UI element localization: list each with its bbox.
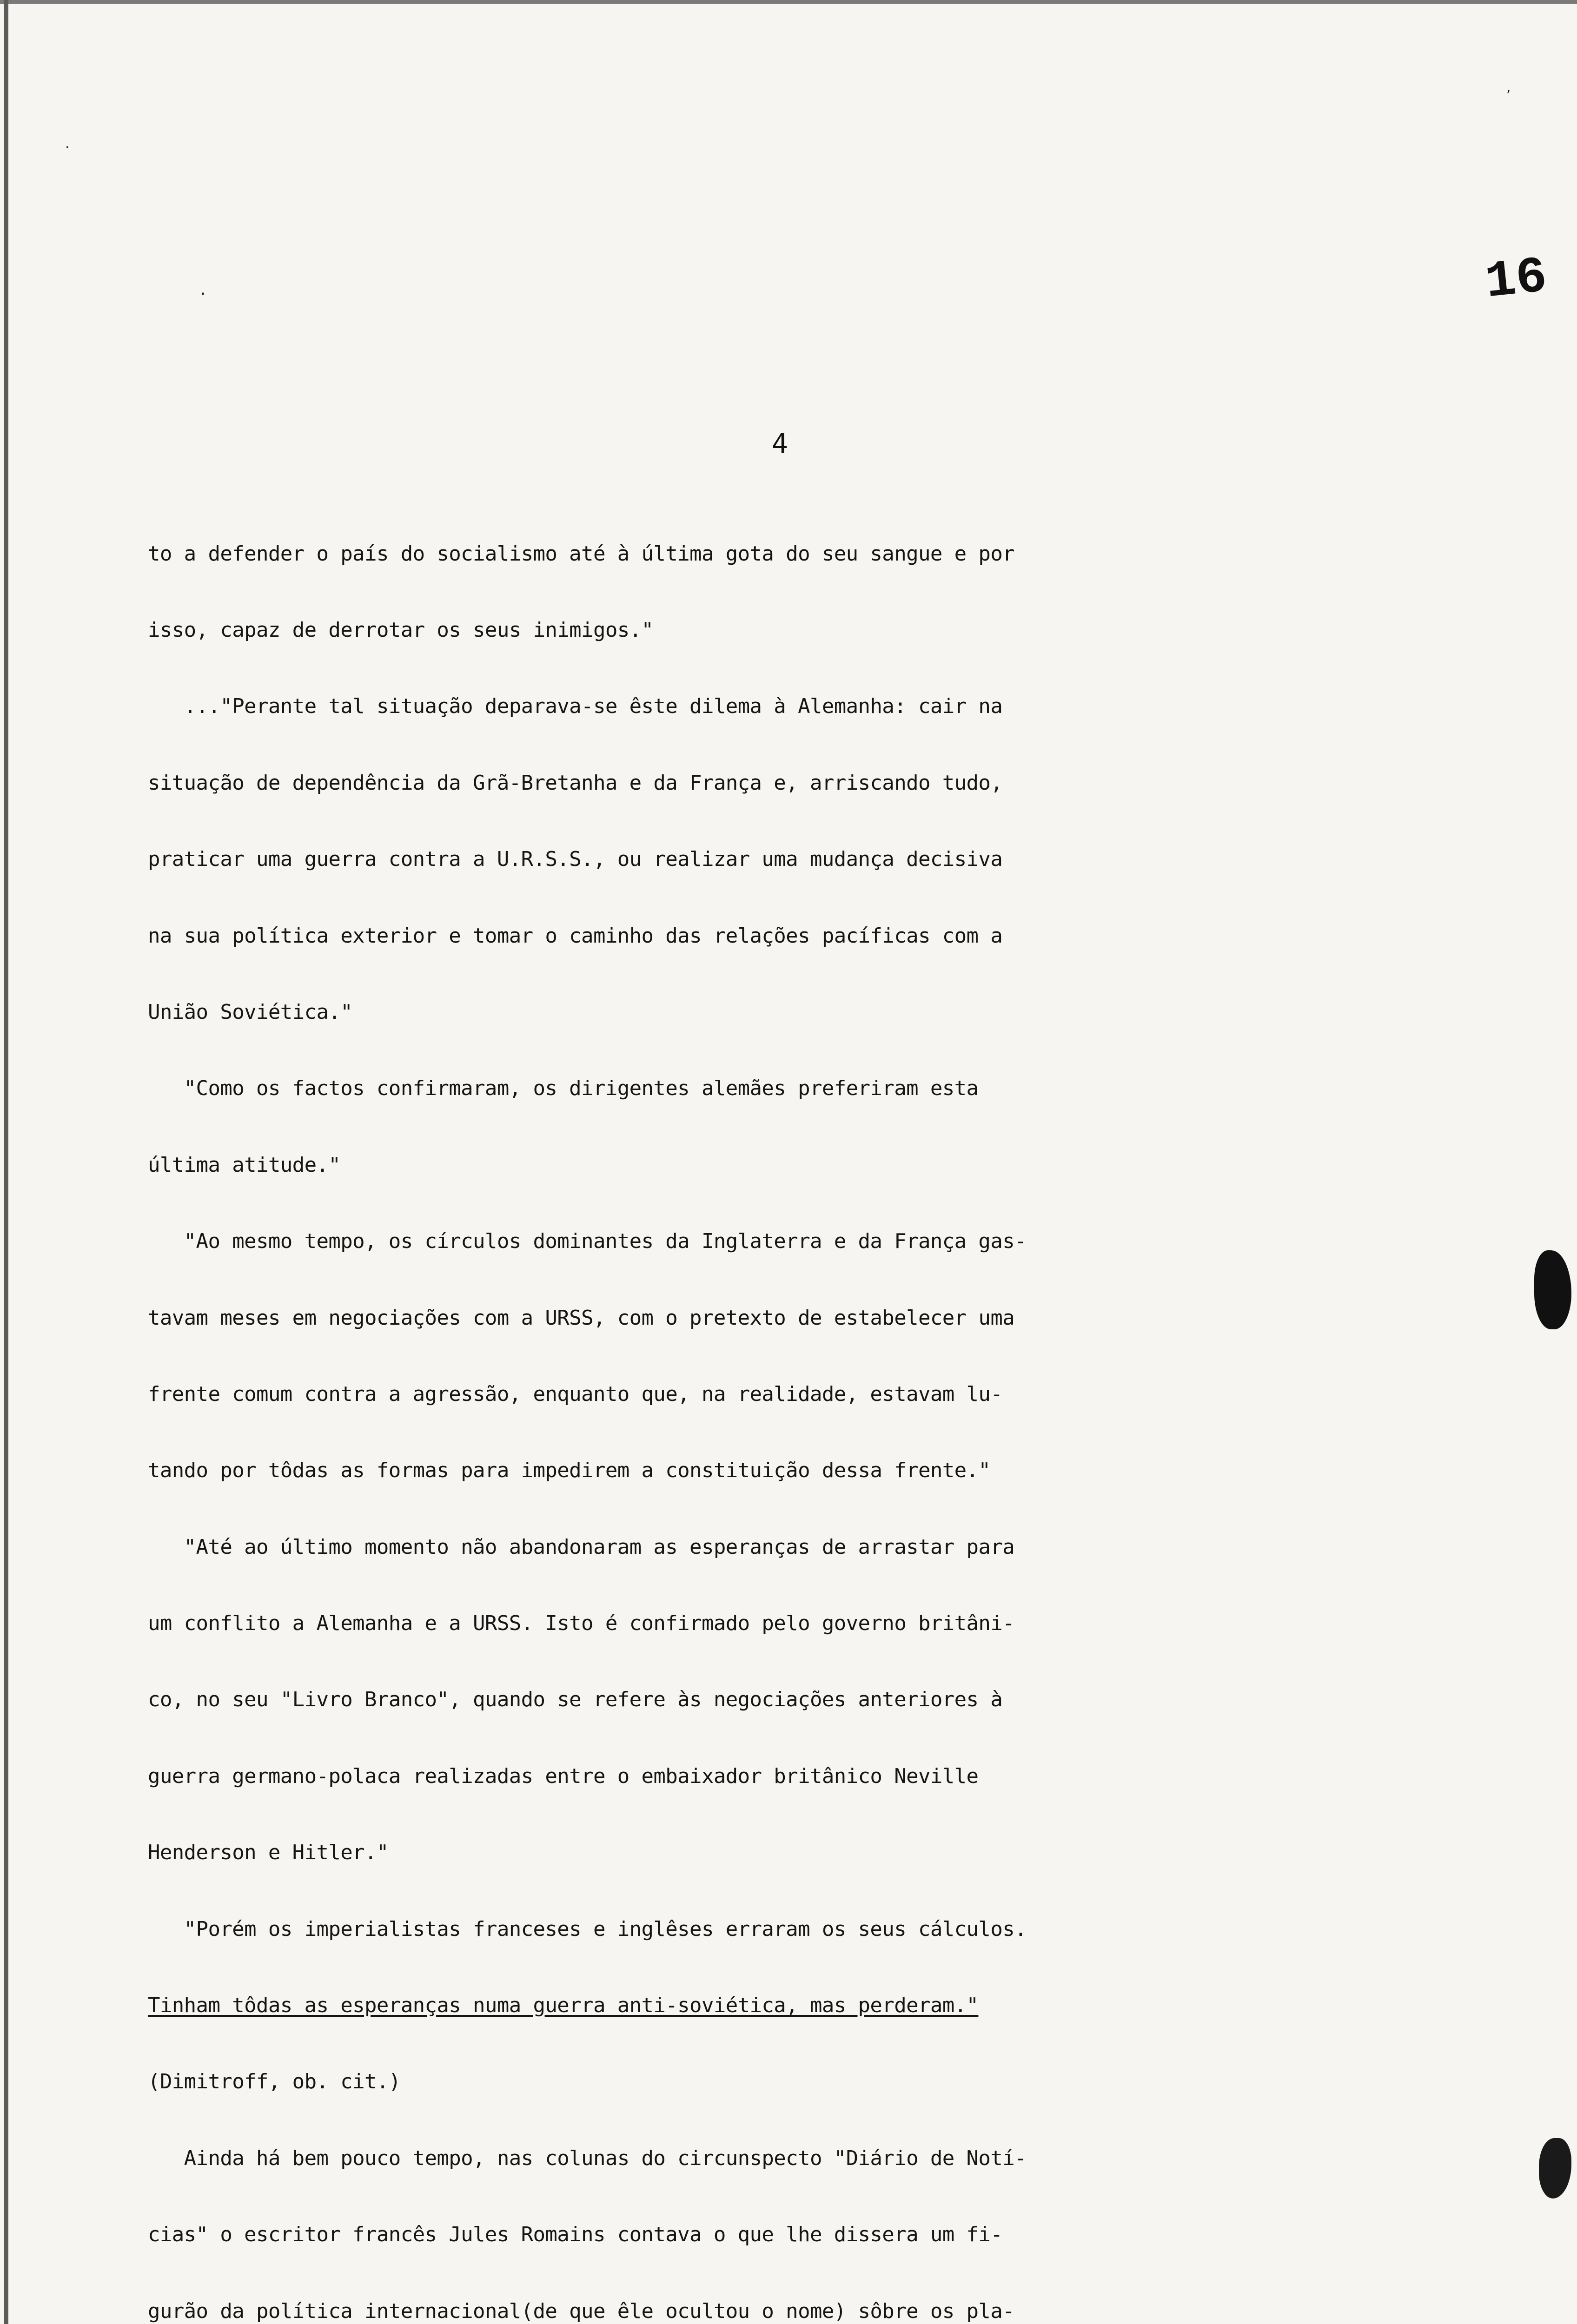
- text-line: um conflito a Alemanha e a URSS. Isto é confirmado pelo governo britâni-: [148, 1611, 1015, 1636]
- text-line: co, no seu "Livro Branco", quando se refere às negociações anteriores à: [148, 1688, 1003, 1712]
- text-line: "Como os factos confirmaram, os dirigentes alemães preferiram esta: [148, 1076, 979, 1101]
- underlined-line: Tinham tôdas as esperanças numa guerra anti-soviética, mas perderam.": [148, 1994, 979, 2018]
- text-line: ..."Perante tal situação deparava-se êste dilema à Alemanha: cair na: [148, 694, 1003, 719]
- scan-edge-left: [4, 0, 8, 2324]
- text-line: (Dimitroff, ob. cit.): [148, 2070, 401, 2094]
- page-number: 4: [772, 428, 788, 459]
- text-line: Henderson e Hitler.": [148, 1841, 389, 1865]
- text-line: tando por tôdas as formas para impedirem a constituição dessa frente.": [148, 1459, 991, 1483]
- text-line: "Até ao último momento não abandonaram as esperanças de arrastar para: [148, 1535, 1015, 1559]
- text-line: última atitude.": [148, 1153, 341, 1177]
- text-line: cias" o escritor francês Jules Romains contava o que lhe dissera um fi-: [148, 2223, 1003, 2247]
- text-line: frente comum contra a agressão, enquanto que, na realidade, estavam lu-: [148, 1382, 1003, 1406]
- text-line: União Soviética.": [148, 1000, 353, 1024]
- text-line: guerra germano-polaca realizadas entre o embaixador britânico Neville: [148, 1764, 979, 1788]
- text-line: gurão da política internacional(de que êle ocultou o nome) sôbre os pla-: [148, 2299, 1015, 2323]
- speck-mark: ·: [65, 139, 70, 156]
- text-line: na sua política exterior e tomar o caminho das relações pacíficas com a: [148, 924, 1003, 948]
- speck-mark: ·: [200, 284, 206, 305]
- text-line: "Porém os imperialistas franceses e inglêses erraram os seus cálculos.: [148, 1917, 1027, 1941]
- ink-blot: [1539, 2138, 1571, 2199]
- text-line: praticar uma guerra contra a U.R.S.S., ou realizar uma mudança decisiva: [148, 847, 1003, 872]
- folio-mark: 16: [1482, 248, 1550, 312]
- text-line: Ainda há bem pouco tempo, nas colunas do circunspecto "Diário de Notí-: [148, 2146, 1027, 2170]
- text-line: isso, capaz de derrotar os seus inimigos.": [148, 618, 654, 642]
- body-text: [148, 490, 1510, 2324]
- scan-edge-top: [0, 0, 1577, 4]
- text-line: "Ao mesmo tempo, os círculos dominantes da Inglaterra e da França gas-: [148, 1229, 1027, 1254]
- text-line: to a defender o país do socialismo até à última gota do seu sangue e por: [148, 541, 1015, 566]
- speck-mark: ,: [1506, 79, 1511, 95]
- ink-blot: [1534, 1250, 1571, 1329]
- text-line: situação de dependência da Grã-Bretanha e da França e, arriscando tudo,: [148, 771, 1003, 795]
- text-line: tavam meses em negociações com a URSS, com o pretexto de estabelecer uma: [148, 1306, 1015, 1330]
